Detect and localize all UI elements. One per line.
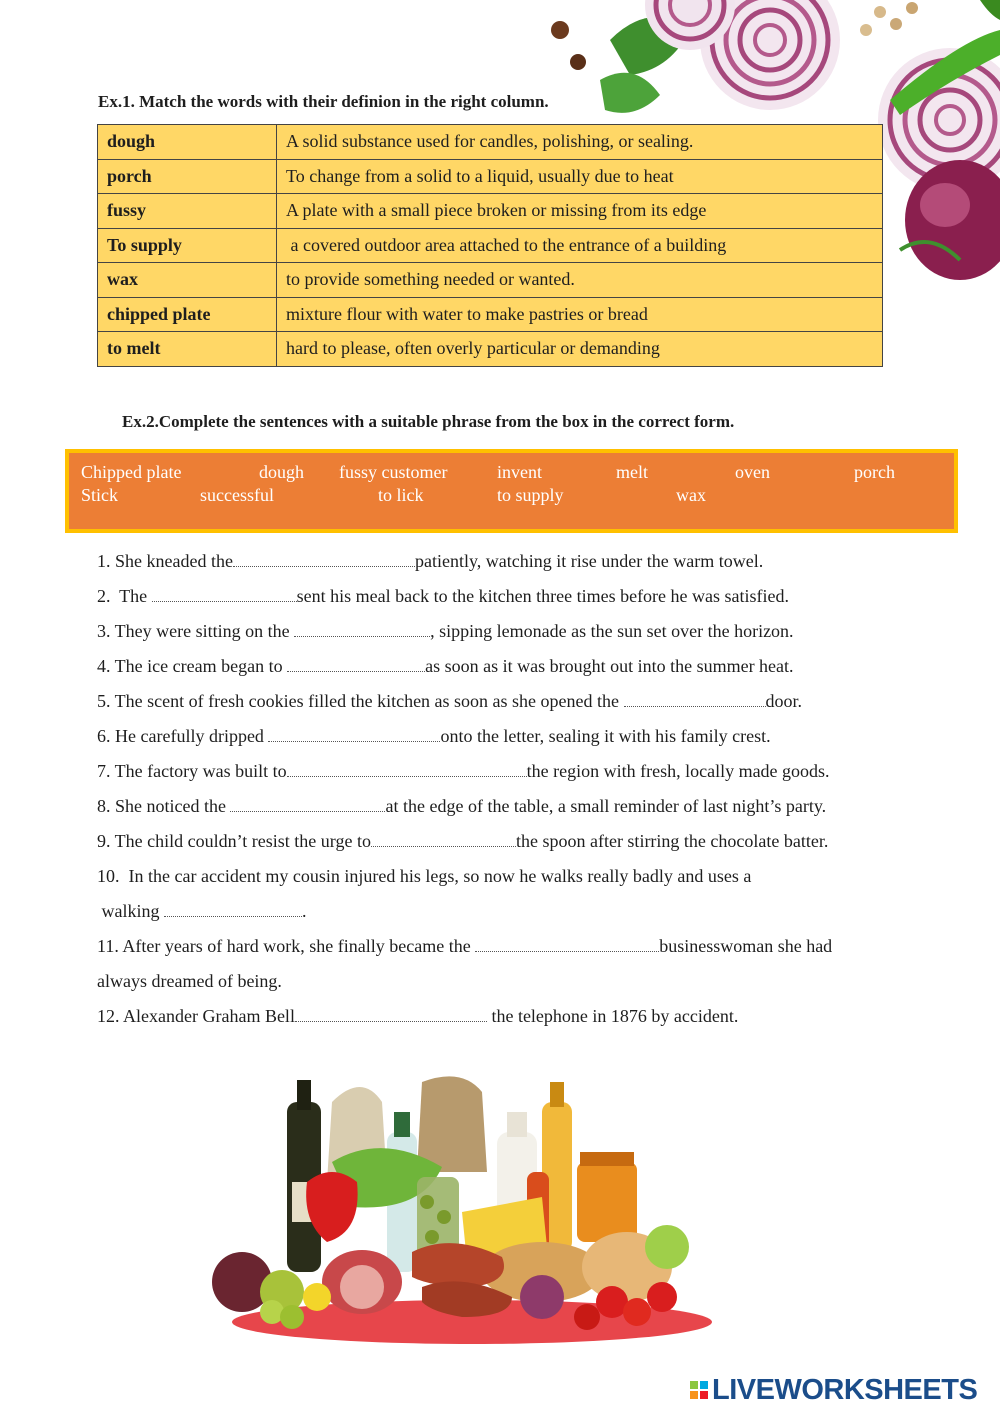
definition-cell: To change from a solid to a liquid, usually due to heat <box>277 159 883 194</box>
word-cell: fussy <box>98 194 277 229</box>
answer-blank[interactable] <box>624 688 766 707</box>
exercise-1-title: Ex.1. Match the words with their definion in the right column. <box>98 92 549 111</box>
word-cell: porch <box>98 159 277 194</box>
word-box-item: wax <box>676 485 706 505</box>
sentence-text: 6. He carefully dripped <box>97 726 269 746</box>
sentence-text: the region with fresh, locally made goods. <box>526 761 830 781</box>
logo-icon <box>690 1381 708 1399</box>
answer-blank[interactable] <box>152 583 297 602</box>
word-box <box>65 449 958 533</box>
word-box-item: invent <box>497 462 542 482</box>
sentence-text: 5. The scent of fresh cookies filled the kitchen as soon as she opened the <box>97 691 624 711</box>
sentence-continued <box>97 894 917 929</box>
answer-blank[interactable] <box>287 758 527 777</box>
sentence <box>97 649 917 684</box>
answer-blank[interactable] <box>475 933 659 952</box>
sentence-text: always dreamed of being. <box>97 971 282 991</box>
liveworksheets-logo <box>690 1372 977 1408</box>
answer-blank[interactable] <box>233 548 415 567</box>
sentence-text: businesswoman she had <box>659 936 833 956</box>
sentence-text: . <box>302 901 307 921</box>
sentence <box>97 544 917 579</box>
definition-cell: hard to please, often overly particular or demanding <box>277 332 883 367</box>
sentence <box>97 929 917 964</box>
sentence <box>97 614 917 649</box>
sentence-text: as soon as it was brought out into the summer heat. <box>425 656 794 676</box>
word-box-item: dough <box>259 462 304 482</box>
sentence-text: patiently, watching it rise under the warm towel. <box>414 551 764 571</box>
word-box-item: to lick <box>378 485 424 505</box>
sentence <box>97 859 917 894</box>
sentence-text: 12. Alexander Graham Bell <box>97 1006 295 1026</box>
sentence-text: the spoon after stirring the chocolate batter. <box>515 831 829 851</box>
table-row <box>98 332 883 367</box>
groceries-illustration <box>212 1072 712 1352</box>
definition-cell: mixture flour with water to make pastries or bread <box>277 297 883 332</box>
sentence-text: 11. After years of hard work, she finally became the <box>97 936 476 956</box>
word-box-item: Stick <box>81 485 119 505</box>
sentence-text: walking <box>97 901 164 921</box>
definition-cell: a covered outdoor area attached to the entrance of a building <box>277 228 883 263</box>
table-row <box>98 297 883 332</box>
table-row <box>98 125 883 160</box>
definition-cell: A plate with a small piece broken or missing from its edge <box>277 194 883 229</box>
sentence-text: sent his meal back to the kitchen three times before he was satisfied. <box>296 586 790 606</box>
table-row <box>98 159 883 194</box>
definition-cell: A solid substance used for candles, polishing, or sealing. <box>277 125 883 160</box>
table-row <box>98 263 883 298</box>
sentence-list <box>97 544 917 1034</box>
sentence <box>97 579 917 614</box>
answer-blank[interactable] <box>287 653 425 672</box>
sentence <box>97 999 917 1034</box>
answer-blank[interactable] <box>268 723 440 742</box>
sentence-text: , sipping lemonade as the sun set over the horizon. <box>430 621 794 641</box>
answer-blank[interactable] <box>371 828 516 847</box>
word-box-item: porch <box>854 462 895 482</box>
sentence-text: at the edge of the table, a small reminder of last night’s party. <box>385 796 827 816</box>
sentence-text: 8. She noticed the <box>97 796 231 816</box>
word-box-item: successful <box>200 485 274 505</box>
sentence <box>97 754 917 789</box>
word-box-item: to supply <box>497 485 564 505</box>
sentence-text: 10. In the car accident my cousin injured his legs, so now he walks really badly and uses a <box>97 866 752 886</box>
word-cell: To supply <box>98 228 277 263</box>
sentence <box>97 824 917 859</box>
matching-table <box>97 124 883 367</box>
answer-blank[interactable] <box>230 793 385 812</box>
word-cell: to melt <box>98 332 277 367</box>
word-box-item: Chipped plate <box>81 462 182 482</box>
definition-cell: to provide something needed or wanted. <box>277 263 883 298</box>
word-cell: chipped plate <box>98 297 277 332</box>
answer-blank[interactable] <box>164 898 302 917</box>
sentence-text: 2. The <box>97 586 152 606</box>
sentence-text: 9. The child couldn’t resist the urge to <box>97 831 371 851</box>
sentence-text: the telephone in 1876 by accident. <box>486 1006 739 1026</box>
sentence-continued <box>97 964 917 999</box>
sentence <box>97 789 917 824</box>
word-box-item: melt <box>616 462 648 482</box>
logo-text: LIVEWORKSHEETS <box>712 1373 978 1406</box>
sentence-text: 1. She kneaded the <box>97 551 233 571</box>
sentence-text: onto the letter, sealing it with his family crest. <box>440 726 771 746</box>
answer-blank[interactable] <box>295 1003 487 1022</box>
answer-blank[interactable] <box>294 618 430 637</box>
exercise-2-title: Ex.2.Complete the sentences with a suitable phrase from the box in the correct form. <box>122 412 735 431</box>
sentence <box>97 719 917 754</box>
table-row <box>98 228 883 263</box>
word-box-item: fussy customer <box>339 462 448 482</box>
sentence-text: 4. The ice cream began to <box>97 656 288 676</box>
sentence-text: door. <box>765 691 803 711</box>
sentence-text: 7. The factory was built to <box>97 761 287 781</box>
word-cell: dough <box>98 125 277 160</box>
sentence-text: 3. They were sitting on the <box>97 621 295 641</box>
table-row <box>98 194 883 229</box>
word-cell: wax <box>98 263 277 298</box>
sentence <box>97 684 917 719</box>
word-box-item: oven <box>735 462 770 482</box>
